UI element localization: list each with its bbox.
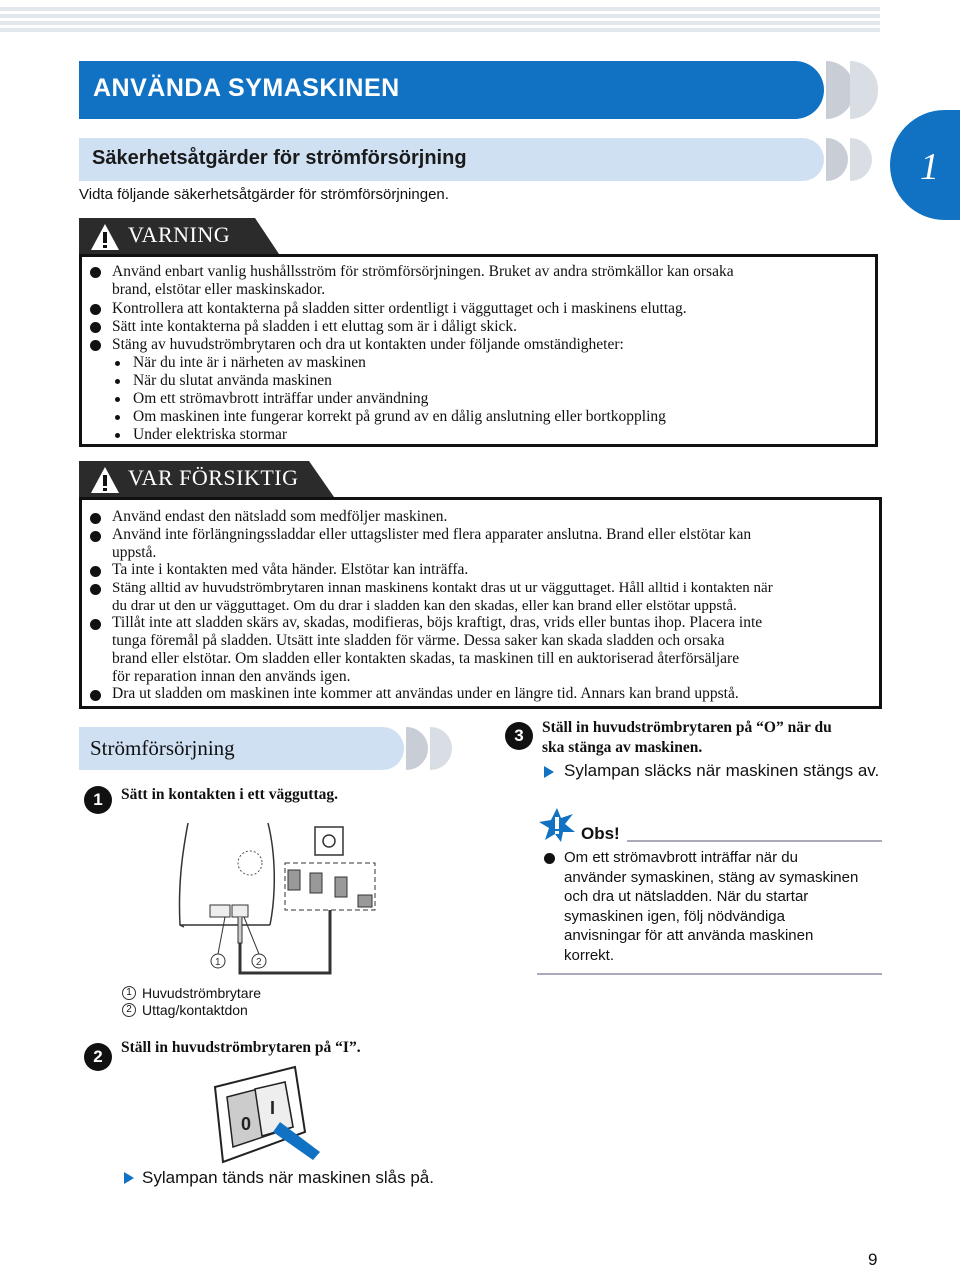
caution-text-line: för reparation innan den används igen.	[112, 668, 351, 685]
step-2-text: Ställ in huvudströmbrytaren på “I”.	[121, 1039, 361, 1056]
power-switch-illustration	[205, 1062, 325, 1167]
step-1-number: 1	[84, 786, 112, 814]
note-text-line: symaskinen igen, följ nödvändiga	[564, 908, 785, 925]
step-3-text: ska stänga av maskinen.	[542, 739, 703, 756]
bullet-icon	[90, 513, 101, 524]
bullet-icon	[90, 267, 101, 278]
warning-subitem: Under elektriska stormar	[133, 426, 288, 443]
warning-subitem: Om maskinen inte fungerar korrekt på grund av en dålig anslutning eller bortkoppling	[133, 408, 666, 425]
bullet-icon	[90, 566, 101, 577]
warning-text-line: Använd enbart vanlig hushållsström för strömförsörjningen. Bruket av andra strömkällor kan orsaka	[112, 263, 734, 280]
sub-bullet-icon	[115, 379, 120, 384]
note-text-line: Om ett strömavbrott inträffar när du	[564, 849, 798, 866]
sub-bullet-icon	[115, 433, 120, 438]
warning-subitem: När du inte är i närheten av maskinen	[133, 354, 366, 371]
power-connection-illustration	[160, 815, 410, 990]
caution-label: VAR FÖRSIKTIG	[128, 465, 299, 490]
note-divider	[627, 840, 882, 842]
caution-text-line: du drar ut den ur vägguttaget. Om du drar i sladden kan den skadas, eller kan brand eller elstötar uppstå.	[112, 598, 737, 614]
bullet-icon	[90, 619, 101, 630]
result-arrow-icon	[123, 1171, 135, 1185]
power-pill-decoration	[406, 727, 428, 770]
note-divider	[537, 973, 882, 975]
caution-text-line: Stäng alltid av huvudströmbrytaren innan maskinens kontakt dras ut ur vägguttaget. Håll alltid i kontakten när	[112, 580, 773, 596]
caution-text-line: uppstå.	[112, 544, 157, 561]
header-pill-decoration	[850, 61, 878, 119]
bullet-icon	[90, 304, 101, 315]
sub-bullet-icon	[115, 415, 120, 420]
note-text-line: använder symaskinen, stäng av symaskinen	[564, 869, 859, 886]
power-pill-decoration	[430, 727, 452, 770]
chapter-title: ANVÄNDA SYMASKINEN	[93, 74, 400, 102]
section-intro: Vidta följande säkerhetsåtgärder för strömförsörjningen.	[79, 186, 449, 203]
power-section-title: Strömförsörjning	[90, 736, 235, 760]
svg-text:1: 1	[215, 957, 221, 968]
step-3-text: Ställ in huvudströmbrytaren på “O” när du	[542, 719, 832, 736]
step-1-text: Sätt in kontakten i ett vägguttag.	[121, 786, 339, 803]
bullet-icon	[90, 322, 101, 333]
caution-text-line: tunga föremål på sladden. Utsätt inte sladden för värme. Dessa saker kan skada sladden och orsaka	[112, 632, 725, 649]
sub-bullet-icon	[115, 397, 120, 402]
warning-subitem: Om ett strömavbrott inträffar under användning	[133, 390, 429, 407]
note-title: Obs!	[581, 824, 620, 843]
caution-icon	[90, 466, 120, 494]
caution-text-line: brand eller elstötar. Om sladden eller kontakten skadas, ta maskinen till en auktoriserad återförsäljare	[112, 650, 740, 667]
bullet-icon	[544, 853, 555, 864]
note-icon	[537, 806, 577, 844]
step-2-number: 2	[84, 1043, 112, 1071]
legend-marker-1: 1	[122, 986, 136, 1000]
step-3-result: Sylampan släcks när maskinen stängs av.	[564, 761, 880, 780]
sub-bullet-icon	[115, 361, 120, 366]
section-pill-decoration	[826, 138, 848, 181]
svg-text:2: 2	[256, 957, 262, 968]
warning-subitem: När du slutat använda maskinen	[133, 372, 332, 389]
top-stripes	[0, 0, 960, 38]
switch-on-symbol: I	[270, 1098, 276, 1118]
warning-text-line: Stäng av huvudströmbrytaren och dra ut kontakten under följande omständigheter:	[112, 336, 624, 353]
caution-text-line: Ta inte i kontakten med våta händer. Elstötar kan inträffa.	[112, 561, 469, 578]
caution-text-line: Dra ut sladden om maskinen inte kommer att användas under en längre tid. Annars kan brand uppstå.	[112, 685, 739, 702]
note-text-line: korrekt.	[564, 947, 615, 964]
warning-text-line: Kontrollera att kontakterna på sladden sitter ordentligt i vägguttaget och i maskinens eluttag.	[112, 300, 687, 317]
caution-text-line: Använd endast den nätsladd som medföljer maskinen.	[112, 508, 448, 525]
bullet-icon	[90, 690, 101, 701]
chapter-number: 1	[920, 146, 939, 188]
legend-marker-2: 2	[122, 1003, 136, 1017]
note-text-line: anvisningar för att använda maskinen	[564, 927, 814, 944]
caution-text-line: Tillåt inte att sladden skärs av, skadas, modifieras, böjs kraftigt, dras, vrids eller buntas ihop. Placera inte	[112, 614, 763, 631]
bullet-icon	[90, 340, 101, 351]
switch-off-symbol: 0	[241, 1114, 252, 1134]
note-text-line: och dra ut nätsladden. När du startar	[564, 888, 809, 905]
warning-text-line: brand, elstötar eller maskinskador.	[112, 281, 326, 298]
section-pill-decoration	[850, 138, 872, 181]
warning-text-line: Sätt inte kontakterna på sladden i ett eluttag som är i dåligt skick.	[112, 318, 518, 335]
warning-icon	[90, 223, 120, 251]
caution-text-line: Använd inte förlängningssladdar eller uttagslister med flera apparater anslutna. Brand eller elstötar kan	[112, 526, 752, 543]
page-number: 9	[868, 1250, 878, 1269]
legend-label: Uttag/kontaktdon	[142, 1002, 248, 1018]
bullet-icon	[90, 531, 101, 542]
legend-label: Huvudströmbrytare	[142, 985, 262, 1001]
step-3-number: 3	[505, 722, 533, 750]
step-2-result: Sylampan tänds när maskinen slås på.	[142, 1168, 434, 1187]
result-arrow-icon	[543, 765, 555, 779]
section-title: Säkerhetsåtgärder för strömförsörjning	[92, 147, 467, 169]
bullet-icon	[90, 584, 101, 595]
warning-label: VARNING	[128, 222, 231, 247]
